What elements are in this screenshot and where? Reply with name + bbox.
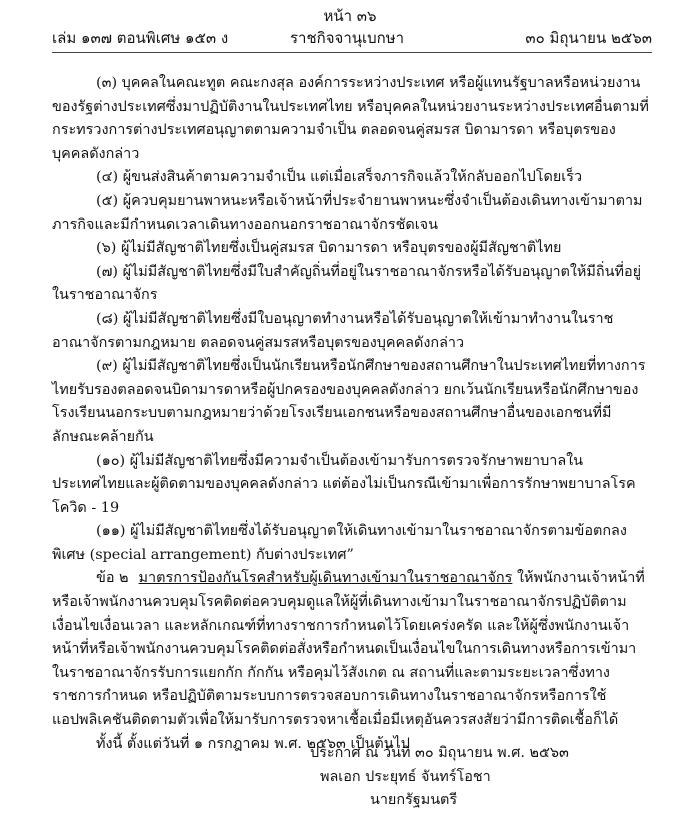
announcement-date: ประกาศ ณ วันที่ ๓๐ มิถุนายน พ.ศ. ๒๕๖๓ [310,745,569,761]
signature-block [310,742,640,813]
list-item: (๙) ผู้ไม่มีสัญชาติไทยซึ่งเป็นนักเรียนหรือนักศึกษาของสถานศึกษาในประเทศไทยที่ทางการไทยรับรองตลอดจนบิดามารดาหรือผู้ปกครองของบุคคลดังกล่าว ยกเว้นนักเรียนหรือนักศึกษาของโรงเรียนนอกระบบตามกฎหมายว่าด้วยโรงเรียนเอกชนหรือของสถานศึกษาอื่นของเอกชนที่มีลักษณะคล้ายกัน [52,358,646,445]
header-date: ๓๐ มิถุนายน ๒๕๖๓ [525,29,652,47]
list-item: (๖) ผู้ไม่มีสัญชาติไทยซึ่งเป็นคู่สมรส บิดามารดา หรือบุตรของผู้มีสัญชาติไทย [96,240,562,257]
signatory-title: นายกรัฐมนตรี [370,792,458,809]
section-text: ให้พนักงานเจ้าหน้าที่หรือเจ้าพนักงานควบคุมโรคติดต่อควบคุมดูแลให้ผู้ที่เดินทางเข้ามาในราชอาณาจักรปฏิบัติตามเงื่อนไขเงื่อนเวลา และหลักเกณฑ์ที่ทางราชการกำหนดไว้โดยเคร่งครัด และให้ผู้ซึ่งพนักงานเจ้าหน้าที่หรือเจ้าพนักงานควบคุมโรคติดต่อสั่งหรือกำหนดเป็นเงื่อนไขในการเดินทางหรือการเข้ามาในราชอาณาจักรรับการแยกกัก กักกัน หรือคุมไว้สังเกต ณ สถานที่และตามระยะเวลาซึ่งทางราชการกำหนด หรือปฏิบัติตามระบบการตรวจสอบการเดินทางในราชอาณาจักรหรือการใช้แอปพลิเคชันติดตามตัวเพื่อให้มารับการตรวจหาเชื้อเมื่อมีเหตุอันควรสงสัยว่ามีการติดเชื้อก็ได้ [52,570,645,729]
header-publication-title: ราชกิจจานุเบกษา [290,29,405,47]
header-volume: เล่ม ๑๓๗ ตอนพิเศษ ๑๕๓ ง [52,29,229,47]
effective-date: ทั้งนี้ ตั้งแต่วันที่ ๑ กรกฎาคม พ.ศ. ๒๕๖๓ เป็นต้นไป [96,735,410,752]
list-item: (๑๐) ผู้ไม่มีสัญชาติไทยซึ่งมีความจำเป็นต้องเข้ามารับการตรวจรักษาพยาบาลในประเทศไทยและผู้ติดตามของบุคคลดังกล่าว แต่ต้องไม่เป็นกรณีเข้ามาเพื่อการรักษาพยาบาลโรคโควิด - 19 [52,452,636,516]
signatory-name: พลเอก ประยุทธ์ จันทร์โอชา [320,768,491,785]
document-body [52,72,652,756]
section-number: ข้อ ๒ [96,570,129,587]
section-heading: มาตรการป้องกันโรคสำหรับผู้เดินทางเข้ามาในราชอาณาจักร [138,570,513,587]
section-2 [52,567,652,732]
list-item: (๔) ผู้ขนส่งสินค้าตามความจำเป็น แต่เมื่อเสร็จภารกิจแล้วให้กลับออกไปโดยเร็ว [96,169,583,186]
page-number: หน้า ๓๖ [323,7,377,25]
list-item: (๕) ผู้ควบคุมยานพาหนะหรือเจ้าหน้าที่ประจำยานพาหนะซึ่งจำเป็นต้องเดินทางเข้ามาตามภารกิจและมีกำหนดเวลาเดินทางออกนอกราชอาณาจักรชัดเจน [52,192,643,233]
list-item: (๗) ผู้ไม่มีสัญชาติไทยซึ่งมีใบสำคัญถิ่นที่อยู่ในราชอาณาจักรหรือได้รับอนุญาตให้มีถิ่นที่อยู่ในราชอาณาจักร [52,263,642,304]
list-item: (๓) บุคคลในคณะทูต คณะกงสุล องค์การระหว่างประเทศ หรือผู้แทนรัฐบาลหรือหน่วยงานของรัฐต่างประเทศซึ่งมาปฏิบัติงานในประเทศไทย หรือบุคคลในหน่วยงานระหว่างประเทศอื่นตามที่กระทรวงการต่างประเทศอนุญาตตามความจำเป็น ตลอดจนคู่สมรส บิดามารดา หรือบุตรของบุคคลดังกล่าว [52,75,649,162]
list-item: (๑๑) ผู้ไม่มีสัญชาติไทยซึ่งได้รับอนุญาตให้เดินทางเข้ามาในราชอาณาจักรตามข้อตกลงพิเศษ (special arrangement) กับต่างประเทศ” [52,523,627,563]
header-divider [52,52,652,53]
list-item: (๘) ผู้ไม่มีสัญชาติไทยซึ่งมีใบอนุญาตทำงานหรือได้รับอนุญาตให้เข้ามาทำงานในราชอาณาจักรตามกฎหมาย ตลอดจนคู่สมรสหรือบุตรของบุคคลดังกล่าว [52,310,614,351]
